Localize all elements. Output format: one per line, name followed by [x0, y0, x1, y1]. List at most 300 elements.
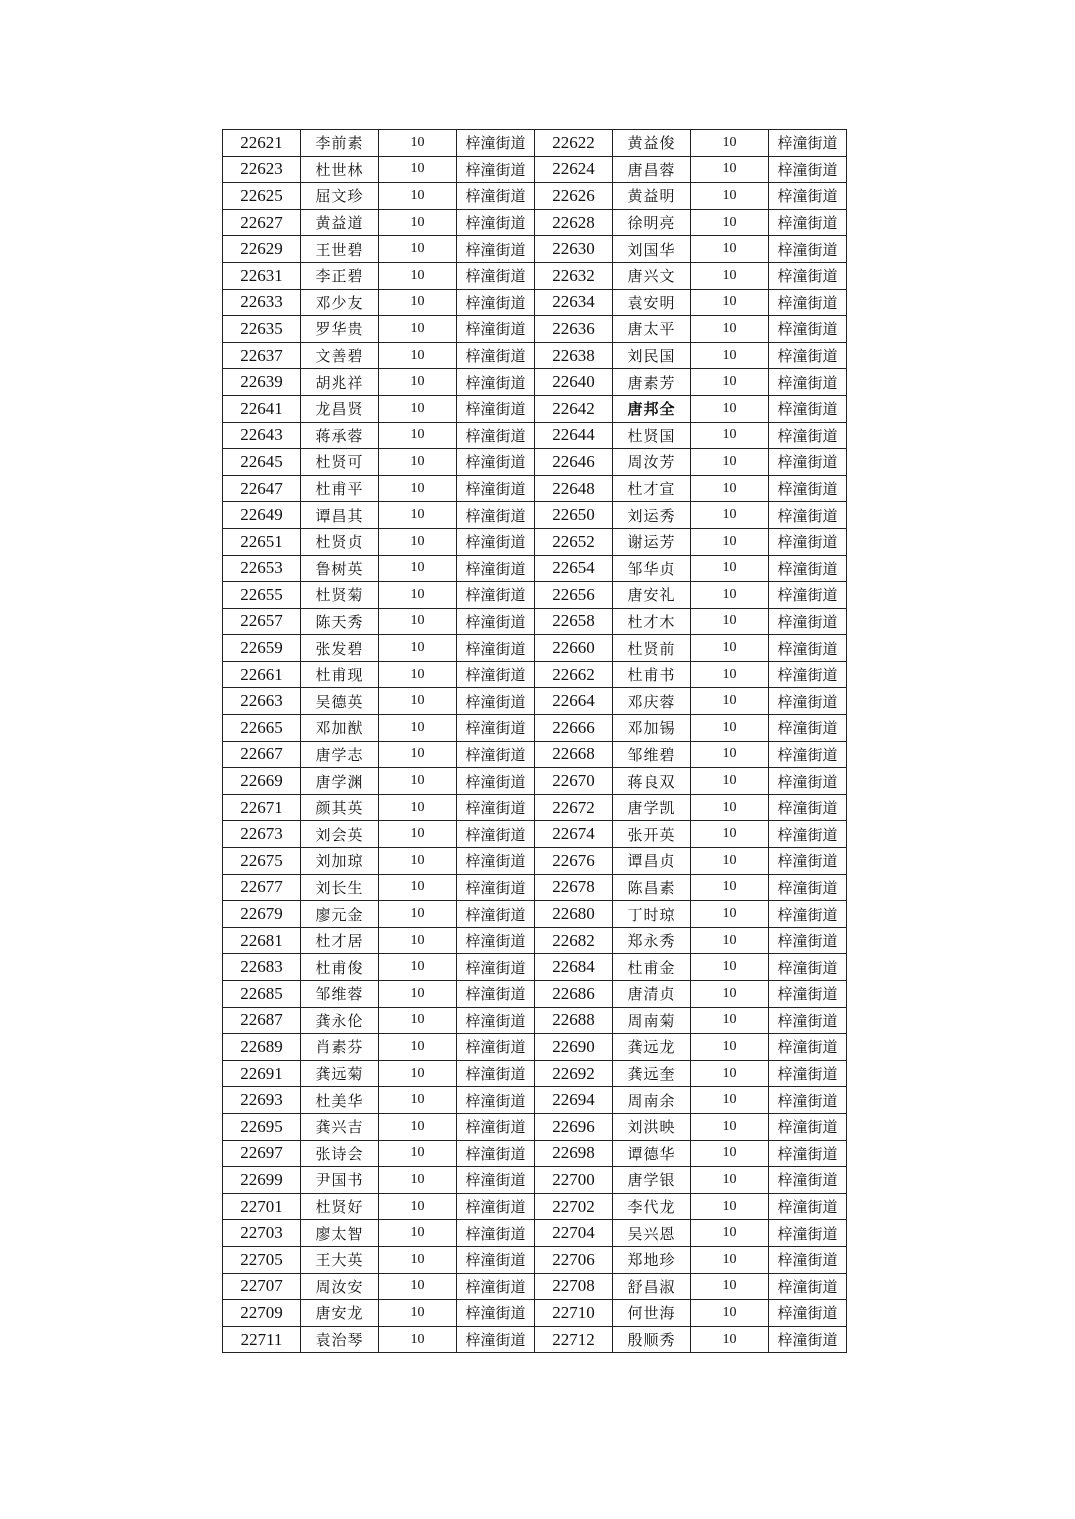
street-name-cell: 梓潼街道	[769, 1140, 847, 1167]
street-name-cell: 梓潼街道	[457, 475, 535, 502]
record-id-cell: 22686	[535, 981, 613, 1008]
street-name-cell: 梓潼街道	[457, 1087, 535, 1114]
table-row	[223, 901, 847, 928]
record-count-cell: 10	[691, 395, 769, 422]
table-row	[223, 422, 847, 449]
record-id-cell: 22699	[223, 1167, 301, 1194]
record-count-cell: 10	[379, 1220, 457, 1247]
person-name-cell: 郑永秀	[613, 927, 691, 954]
record-id-cell: 22670	[535, 768, 613, 795]
record-id-cell: 22689	[223, 1034, 301, 1061]
record-id-cell: 22635	[223, 316, 301, 343]
street-name-cell: 梓潼街道	[769, 130, 847, 157]
record-id-cell: 22684	[535, 954, 613, 981]
street-name-cell: 梓潼街道	[457, 130, 535, 157]
roster-table	[222, 129, 847, 1353]
street-name-cell: 梓潼街道	[457, 794, 535, 821]
person-name-cell: 肖素芬	[301, 1034, 379, 1061]
record-id-cell: 22625	[223, 183, 301, 210]
table-row	[223, 981, 847, 1008]
record-count-cell: 10	[691, 848, 769, 875]
person-name-cell: 刘加琼	[301, 848, 379, 875]
table-row	[223, 1034, 847, 1061]
table-row	[223, 741, 847, 768]
street-name-cell: 梓潼街道	[457, 449, 535, 476]
person-name-cell: 刘会英	[301, 821, 379, 848]
record-id-cell: 22646	[535, 449, 613, 476]
table-row	[223, 1060, 847, 1087]
record-count-cell: 10	[379, 369, 457, 396]
record-count-cell: 10	[379, 768, 457, 795]
person-name-cell: 唐安礼	[613, 582, 691, 609]
record-id-cell: 22627	[223, 209, 301, 236]
table-row	[223, 927, 847, 954]
record-count-cell: 10	[379, 236, 457, 263]
table-row	[223, 1220, 847, 1247]
person-name-cell: 杜贤菊	[301, 582, 379, 609]
record-count-cell: 10	[691, 768, 769, 795]
record-count-cell: 10	[691, 794, 769, 821]
record-count-cell: 10	[379, 1007, 457, 1034]
record-id-cell: 22636	[535, 316, 613, 343]
record-id-cell: 22698	[535, 1140, 613, 1167]
person-name-cell: 邹华贞	[613, 555, 691, 582]
person-name-cell: 文善碧	[301, 342, 379, 369]
person-name-cell: 唐学渊	[301, 768, 379, 795]
record-count-cell: 10	[379, 688, 457, 715]
person-name-cell: 唐兴文	[613, 262, 691, 289]
record-id-cell: 22658	[535, 608, 613, 635]
person-name-cell: 刘国华	[613, 236, 691, 263]
record-id-cell: 22700	[535, 1167, 613, 1194]
record-id-cell: 22676	[535, 848, 613, 875]
person-name-cell: 唐太平	[613, 316, 691, 343]
street-name-cell: 梓潼街道	[457, 236, 535, 263]
record-count-cell: 10	[691, 1034, 769, 1061]
person-name-cell: 杜甫金	[613, 954, 691, 981]
record-count-cell: 10	[379, 1273, 457, 1300]
person-name-cell: 舒昌淑	[613, 1273, 691, 1300]
record-count-cell: 10	[691, 369, 769, 396]
record-id-cell: 22701	[223, 1193, 301, 1220]
person-name-cell: 刘长生	[301, 874, 379, 901]
street-name-cell: 梓潼街道	[769, 395, 847, 422]
record-id-cell: 22702	[535, 1193, 613, 1220]
record-id-cell: 22663	[223, 688, 301, 715]
table-row	[223, 1167, 847, 1194]
street-name-cell: 梓潼街道	[769, 1326, 847, 1353]
record-count-cell: 10	[379, 449, 457, 476]
record-count-cell: 10	[691, 422, 769, 449]
person-name-cell: 谭昌贞	[613, 848, 691, 875]
table-row	[223, 289, 847, 316]
record-count-cell: 10	[379, 1060, 457, 1087]
street-name-cell: 梓潼街道	[457, 848, 535, 875]
person-name-cell: 邓加猷	[301, 715, 379, 742]
table-row	[223, 661, 847, 688]
street-name-cell: 梓潼街道	[457, 422, 535, 449]
person-name-cell: 龚兴吉	[301, 1113, 379, 1140]
person-name-cell: 杜甫现	[301, 661, 379, 688]
record-count-cell: 10	[691, 1007, 769, 1034]
street-name-cell: 梓潼街道	[769, 848, 847, 875]
record-id-cell: 22668	[535, 741, 613, 768]
street-name-cell: 梓潼街道	[769, 316, 847, 343]
record-count-cell: 10	[691, 954, 769, 981]
record-count-cell: 10	[691, 262, 769, 289]
street-name-cell: 梓潼街道	[457, 954, 535, 981]
record-id-cell: 22648	[535, 475, 613, 502]
street-name-cell: 梓潼街道	[457, 981, 535, 1008]
table-row	[223, 209, 847, 236]
record-count-cell: 10	[379, 183, 457, 210]
record-count-cell: 10	[691, 1060, 769, 1087]
table-row	[223, 236, 847, 263]
street-name-cell: 梓潼街道	[769, 1273, 847, 1300]
person-name-cell: 胡兆祥	[301, 369, 379, 396]
street-name-cell: 梓潼街道	[457, 395, 535, 422]
person-name-cell: 邓加锡	[613, 715, 691, 742]
street-name-cell: 梓潼街道	[457, 1007, 535, 1034]
record-count-cell: 10	[691, 1220, 769, 1247]
record-count-cell: 10	[379, 794, 457, 821]
record-count-cell: 10	[691, 874, 769, 901]
record-count-cell: 10	[691, 1273, 769, 1300]
person-name-cell: 唐学银	[613, 1167, 691, 1194]
street-name-cell: 梓潼街道	[769, 209, 847, 236]
record-count-cell: 10	[691, 289, 769, 316]
person-name-cell: 唐安龙	[301, 1300, 379, 1327]
street-name-cell: 梓潼街道	[457, 342, 535, 369]
street-name-cell: 梓潼街道	[769, 422, 847, 449]
person-name-cell: 郑地珍	[613, 1246, 691, 1273]
street-name-cell: 梓潼街道	[769, 475, 847, 502]
table-row	[223, 475, 847, 502]
person-name-cell: 陈昌素	[613, 874, 691, 901]
table-row	[223, 582, 847, 609]
street-name-cell: 梓潼街道	[769, 1246, 847, 1273]
record-id-cell: 22638	[535, 342, 613, 369]
record-id-cell: 22680	[535, 901, 613, 928]
record-id-cell: 22708	[535, 1273, 613, 1300]
record-count-cell: 10	[379, 502, 457, 529]
table-row	[223, 1193, 847, 1220]
street-name-cell: 梓潼街道	[769, 183, 847, 210]
record-id-cell: 22654	[535, 555, 613, 582]
record-id-cell: 22644	[535, 422, 613, 449]
record-id-cell: 22647	[223, 475, 301, 502]
record-id-cell: 22677	[223, 874, 301, 901]
record-id-cell: 22672	[535, 794, 613, 821]
record-id-cell: 22681	[223, 927, 301, 954]
street-name-cell: 梓潼街道	[457, 1300, 535, 1327]
record-id-cell: 22666	[535, 715, 613, 742]
person-name-cell: 周汝芳	[613, 449, 691, 476]
record-id-cell: 22687	[223, 1007, 301, 1034]
record-count-cell: 10	[691, 1113, 769, 1140]
person-name-cell: 龚远龙	[613, 1034, 691, 1061]
person-name-cell: 杜甫书	[613, 661, 691, 688]
record-count-cell: 10	[379, 582, 457, 609]
record-count-cell: 10	[691, 183, 769, 210]
record-count-cell: 10	[379, 954, 457, 981]
table-row	[223, 715, 847, 742]
street-name-cell: 梓潼街道	[769, 901, 847, 928]
street-name-cell: 梓潼街道	[457, 821, 535, 848]
street-name-cell: 梓潼街道	[769, 794, 847, 821]
record-id-cell: 22675	[223, 848, 301, 875]
street-name-cell: 梓潼街道	[769, 555, 847, 582]
street-name-cell: 梓潼街道	[769, 874, 847, 901]
street-name-cell: 梓潼街道	[769, 236, 847, 263]
street-name-cell: 梓潼街道	[769, 1007, 847, 1034]
street-name-cell: 梓潼街道	[457, 1060, 535, 1087]
person-name-cell: 王大英	[301, 1246, 379, 1273]
person-name-cell: 周汝安	[301, 1273, 379, 1300]
person-name-cell: 杜贤前	[613, 635, 691, 662]
record-count-cell: 10	[691, 582, 769, 609]
table-row	[223, 608, 847, 635]
person-name-cell: 邹维碧	[613, 741, 691, 768]
record-id-cell: 22655	[223, 582, 301, 609]
record-count-cell: 10	[379, 130, 457, 157]
record-id-cell: 22645	[223, 449, 301, 476]
record-id-cell: 22709	[223, 1300, 301, 1327]
person-name-cell: 周南菊	[613, 1007, 691, 1034]
record-count-cell: 10	[691, 1246, 769, 1273]
record-count-cell: 10	[691, 635, 769, 662]
street-name-cell: 梓潼街道	[457, 874, 535, 901]
street-name-cell: 梓潼街道	[769, 927, 847, 954]
record-count-cell: 10	[379, 528, 457, 555]
record-id-cell: 22694	[535, 1087, 613, 1114]
record-count-cell: 10	[379, 342, 457, 369]
person-name-cell: 徐明亮	[613, 209, 691, 236]
record-id-cell: 22653	[223, 555, 301, 582]
street-name-cell: 梓潼街道	[457, 1034, 535, 1061]
record-id-cell: 22630	[535, 236, 613, 263]
record-id-cell: 22707	[223, 1273, 301, 1300]
person-name-cell: 唐素芳	[613, 369, 691, 396]
record-count-cell: 10	[691, 209, 769, 236]
record-count-cell: 10	[379, 262, 457, 289]
record-count-cell: 10	[691, 555, 769, 582]
person-name-cell: 廖太智	[301, 1220, 379, 1247]
street-name-cell: 梓潼街道	[457, 156, 535, 183]
table-row	[223, 555, 847, 582]
street-name-cell: 梓潼街道	[457, 528, 535, 555]
record-count-cell: 10	[691, 927, 769, 954]
record-id-cell: 22652	[535, 528, 613, 555]
table-row	[223, 1300, 847, 1327]
street-name-cell: 梓潼街道	[457, 502, 535, 529]
person-name-cell: 颜其英	[301, 794, 379, 821]
person-name-cell: 蒋承蓉	[301, 422, 379, 449]
record-count-cell: 10	[379, 209, 457, 236]
record-id-cell: 22678	[535, 874, 613, 901]
record-count-cell: 10	[691, 715, 769, 742]
person-name-cell: 杜贤可	[301, 449, 379, 476]
record-count-cell: 10	[691, 236, 769, 263]
table-row	[223, 1273, 847, 1300]
record-id-cell: 22621	[223, 130, 301, 157]
street-name-cell: 梓潼街道	[457, 1246, 535, 1273]
street-name-cell: 梓潼街道	[457, 555, 535, 582]
record-count-cell: 10	[691, 475, 769, 502]
street-name-cell: 梓潼街道	[457, 768, 535, 795]
street-name-cell: 梓潼街道	[769, 1113, 847, 1140]
record-count-cell: 10	[379, 608, 457, 635]
street-name-cell: 梓潼街道	[769, 1060, 847, 1087]
record-id-cell: 22705	[223, 1246, 301, 1273]
street-name-cell: 梓潼街道	[457, 1193, 535, 1220]
table-row	[223, 768, 847, 795]
record-id-cell: 22656	[535, 582, 613, 609]
record-count-cell: 10	[691, 608, 769, 635]
record-id-cell: 22623	[223, 156, 301, 183]
street-name-cell: 梓潼街道	[769, 1034, 847, 1061]
record-id-cell: 22657	[223, 608, 301, 635]
street-name-cell: 梓潼街道	[457, 661, 535, 688]
record-count-cell: 10	[379, 475, 457, 502]
record-id-cell: 22712	[535, 1326, 613, 1353]
person-name-cell: 唐学凯	[613, 794, 691, 821]
person-name-cell: 唐邦全	[613, 395, 691, 422]
table-row	[223, 635, 847, 662]
person-name-cell: 罗华贵	[301, 316, 379, 343]
street-name-cell: 梓潼街道	[769, 289, 847, 316]
record-count-cell: 10	[379, 848, 457, 875]
record-id-cell: 22685	[223, 981, 301, 1008]
record-id-cell: 22683	[223, 954, 301, 981]
street-name-cell: 梓潼街道	[769, 449, 847, 476]
record-id-cell: 22692	[535, 1060, 613, 1087]
record-count-cell: 10	[691, 741, 769, 768]
record-count-cell: 10	[379, 1167, 457, 1194]
table-row	[223, 954, 847, 981]
person-name-cell: 龚远菊	[301, 1060, 379, 1087]
street-name-cell: 梓潼街道	[457, 635, 535, 662]
record-id-cell: 22711	[223, 1326, 301, 1353]
person-name-cell: 龚永伦	[301, 1007, 379, 1034]
person-name-cell: 蒋良双	[613, 768, 691, 795]
street-name-cell: 梓潼街道	[769, 582, 847, 609]
record-id-cell: 22641	[223, 395, 301, 422]
street-name-cell: 梓潼街道	[769, 342, 847, 369]
street-name-cell: 梓潼街道	[457, 1220, 535, 1247]
record-id-cell: 22667	[223, 741, 301, 768]
table-row	[223, 848, 847, 875]
table-row	[223, 688, 847, 715]
table-row	[223, 449, 847, 476]
record-id-cell: 22688	[535, 1007, 613, 1034]
record-id-cell: 22697	[223, 1140, 301, 1167]
record-count-cell: 10	[379, 316, 457, 343]
street-name-cell: 梓潼街道	[769, 369, 847, 396]
street-name-cell: 梓潼街道	[457, 1273, 535, 1300]
record-count-cell: 10	[379, 289, 457, 316]
record-count-cell: 10	[691, 342, 769, 369]
person-name-cell: 王世碧	[301, 236, 379, 263]
record-count-cell: 10	[379, 1193, 457, 1220]
record-id-cell: 22629	[223, 236, 301, 263]
record-id-cell: 22631	[223, 262, 301, 289]
person-name-cell: 吴德英	[301, 688, 379, 715]
person-name-cell: 陈天秀	[301, 608, 379, 635]
record-id-cell: 22643	[223, 422, 301, 449]
person-name-cell: 张发碧	[301, 635, 379, 662]
record-count-cell: 10	[691, 1326, 769, 1353]
record-id-cell: 22691	[223, 1060, 301, 1087]
record-id-cell: 22669	[223, 768, 301, 795]
person-name-cell: 邓少友	[301, 289, 379, 316]
record-id-cell: 22690	[535, 1034, 613, 1061]
record-id-cell: 22695	[223, 1113, 301, 1140]
table-row	[223, 183, 847, 210]
street-name-cell: 梓潼街道	[457, 1140, 535, 1167]
street-name-cell: 梓潼街道	[769, 1087, 847, 1114]
record-id-cell: 22640	[535, 369, 613, 396]
person-name-cell: 杜甫平	[301, 475, 379, 502]
record-count-cell: 10	[691, 130, 769, 157]
record-id-cell: 22642	[535, 395, 613, 422]
record-count-cell: 10	[379, 1326, 457, 1353]
record-count-cell: 10	[379, 981, 457, 1008]
record-count-cell: 10	[379, 874, 457, 901]
record-id-cell: 22660	[535, 635, 613, 662]
record-id-cell: 22673	[223, 821, 301, 848]
street-name-cell: 梓潼街道	[457, 1326, 535, 1353]
roster-table-body	[223, 130, 847, 1353]
street-name-cell: 梓潼街道	[769, 688, 847, 715]
record-count-cell: 10	[691, 1193, 769, 1220]
record-id-cell: 22650	[535, 502, 613, 529]
person-name-cell: 杜贤国	[613, 422, 691, 449]
record-id-cell: 22626	[535, 183, 613, 210]
record-count-cell: 10	[691, 688, 769, 715]
record-id-cell: 22679	[223, 901, 301, 928]
street-name-cell: 梓潼街道	[457, 1167, 535, 1194]
record-id-cell: 22710	[535, 1300, 613, 1327]
person-name-cell: 邹维蓉	[301, 981, 379, 1008]
record-count-cell: 10	[379, 821, 457, 848]
record-count-cell: 10	[691, 1167, 769, 1194]
record-count-cell: 10	[691, 316, 769, 343]
record-id-cell: 22639	[223, 369, 301, 396]
person-name-cell: 丁时琼	[613, 901, 691, 928]
person-name-cell: 杜才木	[613, 608, 691, 635]
person-name-cell: 何世海	[613, 1300, 691, 1327]
record-count-cell: 10	[379, 901, 457, 928]
record-id-cell: 22696	[535, 1113, 613, 1140]
street-name-cell: 梓潼街道	[769, 715, 847, 742]
person-name-cell: 谭昌其	[301, 502, 379, 529]
street-name-cell: 梓潼街道	[457, 715, 535, 742]
street-name-cell: 梓潼街道	[457, 183, 535, 210]
record-count-cell: 10	[379, 635, 457, 662]
table-row	[223, 1113, 847, 1140]
person-name-cell: 杜世林	[301, 156, 379, 183]
record-count-cell: 10	[379, 395, 457, 422]
street-name-cell: 梓潼街道	[457, 608, 535, 635]
person-name-cell: 杜才宣	[613, 475, 691, 502]
table-row	[223, 395, 847, 422]
record-count-cell: 10	[379, 156, 457, 183]
record-count-cell: 10	[379, 555, 457, 582]
record-count-cell: 10	[691, 528, 769, 555]
record-id-cell: 22633	[223, 289, 301, 316]
record-id-cell: 22661	[223, 661, 301, 688]
